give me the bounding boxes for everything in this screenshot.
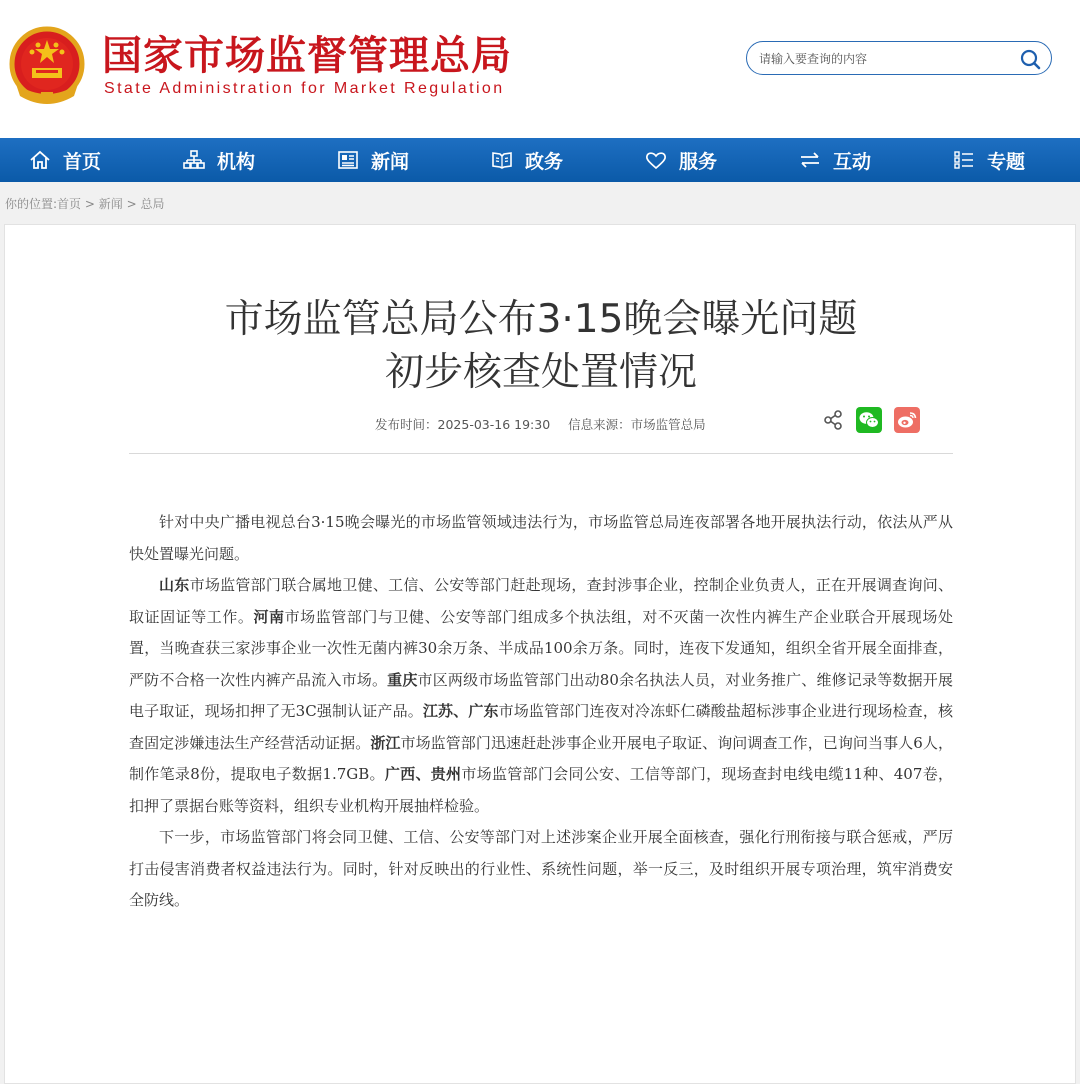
paragraph-text: 市场监管部门联合属地卫健、工信、公安等部门赶赴现场，查封涉事企业，控制企业负责人，正在开展调查询问、取证固证等工作。 (129, 576, 953, 626)
heart-icon (645, 150, 667, 170)
publish-time (375, 417, 550, 432)
home-icon (29, 150, 51, 170)
wechat-icon (858, 410, 880, 430)
exchange-icon (799, 150, 821, 170)
article-title-line2: 初步核查处置情况 (384, 350, 697, 395)
breadcrumb-headquarters[interactable]: 总局 (140, 197, 165, 211)
site-title-cn: 国家市场监督管理总局 (102, 33, 512, 79)
nav-item-home[interactable] (0, 138, 154, 182)
breadcrumb-news[interactable]: 新闻 (98, 197, 123, 211)
main-nav (0, 138, 1080, 182)
nav-item-org[interactable] (154, 138, 308, 182)
paragraph-text: 市场监管部门连夜对冷冻虾仁磷酸盐超标涉事企业进行现场检查，核查固定涉嫌违法生产经营活动证据。 (129, 702, 953, 752)
publish-time-label: 发布时间： (375, 417, 438, 432)
article-paragraph-1: 针对中央广播电视总台3·15晚会曝光的市场监管领域违法行为，市场监管总局连夜部署各地开展执法行动，依法从严从快处置曝光问题。 (129, 513, 953, 563)
article-title (5, 293, 1077, 399)
region-name: 重庆 (387, 670, 418, 689)
title-divider (129, 453, 953, 454)
paragraph-text: 市场监管部门会同公安、工信等部门，现场查封电线电缆11种、407卷，扣押了票据台账等资料，组织专业机构开展抽样检验。 (129, 765, 953, 815)
paragraph-text: 市区两级市场监管部门出动80余名执法人员，对业务推广、维修记录等数据开展电子取证，现场扣押了无3C强制认证产品。 (129, 670, 953, 720)
site-header (0, 0, 1080, 138)
national-emblem-icon[interactable] (8, 26, 86, 106)
info-source (568, 417, 706, 432)
article-paragraph-3: 下一步，市场监管部门将会同卫健、工信、公安等部门对上述涉案企业开展全面核查，强化行刑衔接与联合惩戒，严厉打击侵害消费者权益违法行为。同时，针对反映出的行业性、系统性问题，举一反三，及时组织开展专项治理，筑牢消费安全防线。 (129, 828, 953, 909)
nav-label: 互动 (832, 150, 871, 173)
book-icon (491, 150, 513, 170)
article-container (4, 224, 1076, 1084)
breadcrumb-separator: > (84, 197, 95, 211)
nav-item-interaction[interactable] (770, 138, 924, 182)
breadcrumb-prefix: 你的位置: (5, 197, 58, 211)
region-name: 河南 (253, 607, 285, 626)
nav-item-news[interactable] (308, 138, 462, 182)
weibo-icon (896, 410, 918, 430)
nav-item-topics[interactable] (924, 138, 1078, 182)
nav-label: 新闻 (370, 150, 409, 173)
article-meta (375, 415, 720, 433)
search-input[interactable] (757, 48, 1011, 70)
paragraph-text: 市场监管部门迅速赶赴涉事企业开展电子取证、询问调查工作，已询问当事人6人，制作笔录8份，提取电子数据1.7GB。 (129, 733, 953, 783)
nav-label: 政务 (524, 150, 563, 173)
site-title-en: State Administration for Market Regulation (104, 80, 505, 97)
nav-label: 服务 (678, 150, 717, 173)
article-title-line1: 市场监管总局公布3·15晚会曝光问题 (224, 297, 858, 342)
paragraph-text: 市场监管部门与卫健、公安等部门组成多个执法组，对不灭菌一次性内裤生产企业联合开展现场处置，当晚查获三家涉事企业一次性无菌内裤30余万条、半成品100余万条。同时，连夜下发通知，组织全省开展全面排查，严防不合格一次性内裤产品流入市场。 (129, 607, 953, 689)
list-icon (953, 150, 975, 170)
nav-item-service[interactable] (616, 138, 770, 182)
nav-label: 专题 (986, 150, 1025, 173)
region-name: 山东 (159, 576, 190, 594)
info-source-label: 信息来源： (568, 417, 631, 432)
article-paragraph-2 (129, 570, 953, 822)
wechat-share-icon[interactable] (856, 407, 882, 433)
publish-time-value: 2025-03-16 19:30 (437, 417, 551, 432)
share-icon[interactable] (820, 407, 846, 433)
nav-label: 首页 (62, 150, 101, 173)
search-box (746, 41, 1052, 75)
breadcrumb-separator: > (126, 197, 137, 211)
region-name: 广西、贵州 (384, 765, 462, 783)
region-name: 浙江 (370, 733, 401, 752)
nav-label: 机构 (216, 150, 255, 173)
search-icon[interactable] (1019, 48, 1041, 70)
weibo-share-icon[interactable] (894, 407, 920, 433)
article-body (129, 507, 953, 917)
org-chart-icon (183, 150, 205, 170)
share-bar (820, 407, 920, 433)
news-icon (337, 150, 359, 170)
info-source-value: 市场监管总局 (630, 417, 706, 432)
breadcrumb (0, 182, 1080, 224)
region-name: 江苏、广东 (422, 702, 499, 720)
breadcrumb-home[interactable]: 首页 (57, 197, 82, 211)
nav-item-affairs[interactable] (462, 138, 616, 182)
